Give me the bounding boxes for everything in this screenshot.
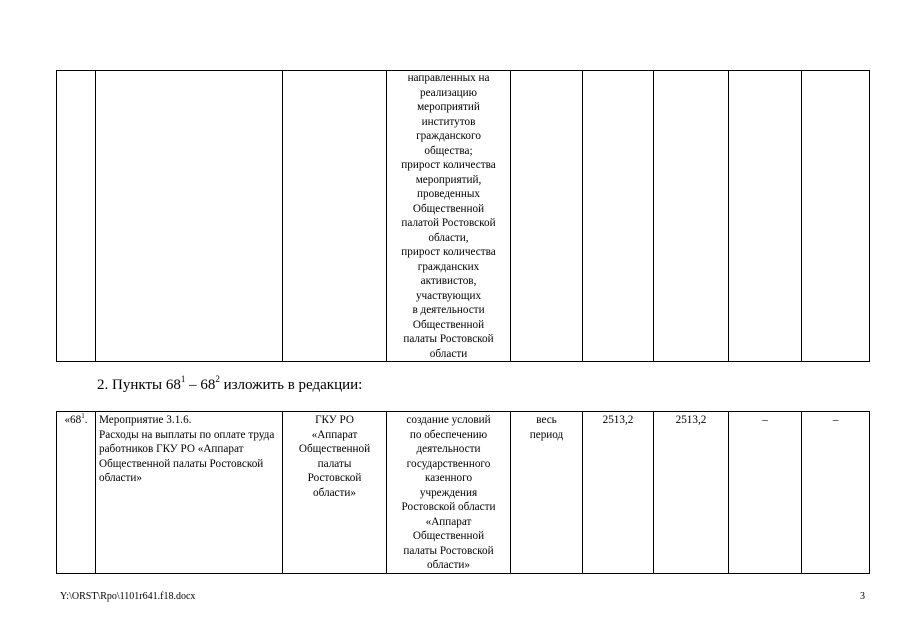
item-number-cell: «$68^1$. (57, 412, 96, 574)
table-cell (96, 71, 283, 362)
executor-text: ГКУ РО «Аппарат Общественной палаты Ростовской области» (298, 414, 371, 499)
regional-amount-cell (654, 412, 729, 574)
event-name-text: Мероприятие 3.1.6. Расходы на выплаты по оплате труда работников ГКУ РО «Аппарат Общественной палаты Ростовской области» (99, 414, 275, 484)
page-number: 3 (860, 591, 865, 602)
result-text: создание условий по обеспечению деятельности государственного казенного учреждения Ростовской области «Аппарат Общественной палаты Ростовской области» (401, 414, 496, 571)
federal-amount-cell (729, 412, 802, 574)
result-indicator-text: направленных на реализацию мероприятий институтов гражданского общества; прирост количества мероприятий, проведенных Общественной палатой Ростовской области, прирост количества гражданских активистов, участвующих в деятельности Общественной палаты Ростовской области (401, 72, 496, 360)
table-row (57, 71, 870, 362)
table-cell (654, 71, 729, 362)
other-amount-value: – (832, 414, 839, 426)
executor-cell (283, 412, 387, 574)
table-row (57, 412, 870, 574)
section-heading: 2. Пункты $68^1 - 68^2$ изложить в редакции: (97, 374, 363, 393)
period-cell (511, 412, 583, 574)
item-table (56, 411, 870, 574)
regional-amount-value: 2513,2 (675, 414, 707, 426)
table-cell (57, 71, 96, 362)
total-amount-value: 2513,2 (602, 414, 634, 426)
federal-amount-value: – (762, 414, 768, 426)
footer-file-path: Y:\ORST\Rpo\1101r641.f18.docx (60, 591, 196, 602)
result-indicator-cell (387, 71, 511, 362)
period-text: весь период (529, 414, 564, 441)
total-amount-cell (583, 412, 654, 574)
event-name-cell (96, 412, 283, 574)
table-cell (729, 71, 802, 362)
table-cell (802, 71, 870, 362)
other-amount-cell (802, 412, 870, 574)
result-cell (387, 412, 511, 574)
continuation-table (56, 70, 870, 362)
table-cell (511, 71, 583, 362)
table-cell (583, 71, 654, 362)
table-cell (283, 71, 387, 362)
